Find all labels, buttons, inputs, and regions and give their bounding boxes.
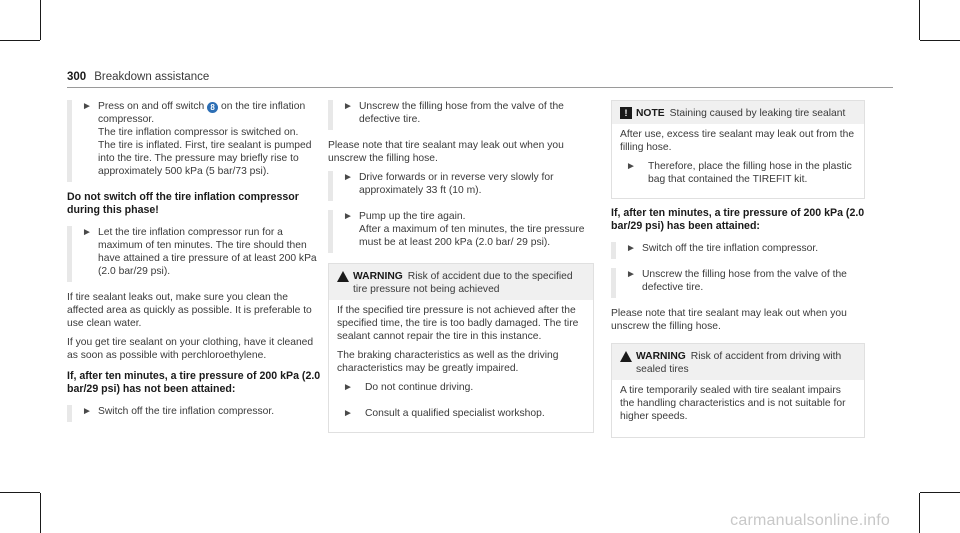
page-number: 300 xyxy=(67,71,87,83)
step-text: Do not continue driving. xyxy=(365,382,474,393)
step-text: After a maximum of ten minutes, the tire pressure must be at least 200 kPa (2.0 bar/ 29 psi). xyxy=(359,224,585,248)
step xyxy=(67,226,323,282)
arrow-icon: ► xyxy=(82,101,92,112)
warning-title: Risk of accident from driving with sealed tires xyxy=(636,351,842,375)
step xyxy=(328,210,594,253)
arrow-icon: ► xyxy=(626,243,636,254)
warning-label: WARNING xyxy=(353,271,403,282)
note-label: NOTE xyxy=(636,108,665,119)
step xyxy=(67,405,323,422)
crop-mark xyxy=(920,40,960,41)
step-text: Pump up the tire again. xyxy=(359,211,466,222)
paragraph: If tire sealant leaks out, make sure you clean the affected area as quickly as possible. It is preferable to use clean water. xyxy=(67,292,312,329)
arrow-icon: ► xyxy=(626,269,636,280)
step-text: Therefore, place the filling hose in the plastic bag that contained the TIREFIT kit. xyxy=(648,161,852,185)
paragraph: A tire temporarily sealed with tire sealant impairs the handling characteristics and is not suitable for higher speeds. xyxy=(620,385,846,422)
step xyxy=(67,100,323,182)
note-title: Staining caused by leaking tire sealant xyxy=(669,108,846,119)
paragraph: Please note that tire sealant may leak out when you unscrew the filling hose. xyxy=(611,308,847,332)
paragraph: After use, excess tire sealant may leak out from the filling hose. xyxy=(620,129,855,153)
arrow-icon: ► xyxy=(343,101,353,112)
paragraph: The braking characteristics as well as the driving characteristics may be greatly impaired. xyxy=(337,350,559,374)
page-header xyxy=(67,71,209,83)
paragraph: Please note that tire sealant may leak out when you unscrew the filling hose. xyxy=(328,140,564,164)
warning-icon xyxy=(337,271,349,282)
crop-mark xyxy=(919,0,920,40)
arrow-icon: ► xyxy=(82,406,92,417)
arrow-icon: ► xyxy=(343,211,353,222)
step-text: Drive forwards or in reverse very slowly for approximately 33 ft (10 m). xyxy=(359,172,554,196)
section-heading: If, after ten minutes, a tire pressure of 200 kPa (2.0 bar/29 psi) has been attained: xyxy=(611,207,865,232)
step xyxy=(620,160,856,190)
crop-mark xyxy=(920,492,960,493)
step-text: Press on and off switch 8 on the tire inflation compressor. xyxy=(98,101,306,125)
section-title: Breakdown assistance xyxy=(94,71,210,83)
step-text: Switch off the tire inflation compressor. xyxy=(642,243,819,254)
step-text: Unscrew the filling hose from the valve of the defective tire. xyxy=(642,269,847,293)
arrow-icon: ► xyxy=(343,172,353,183)
step-text: Switch off the tire inflation compressor. xyxy=(98,406,275,417)
step-text: Unscrew the filling hose from the valve of the defective tire. xyxy=(359,101,564,125)
crop-mark xyxy=(0,40,40,41)
step xyxy=(328,100,594,130)
warning-title: Risk of accident due to the specified tire pressure not being achieved xyxy=(353,271,573,295)
column-1 xyxy=(67,100,323,431)
step xyxy=(337,381,585,398)
paragraph: If the specified tire pressure is not achieved after the specified time, the tire is too badly damaged. The tire sealant cannot repair the tire in this instance. xyxy=(337,305,579,342)
column-2 xyxy=(328,100,594,433)
warning-icon xyxy=(620,351,632,362)
step-text: The tire is inflated. First, tire sealant is pumped into the tire. The pressure may briefly rise to approximately 500 kPa (5 bar/73 psi). xyxy=(98,140,312,177)
step xyxy=(611,242,865,259)
arrow-icon: ► xyxy=(343,382,353,393)
crop-mark xyxy=(40,493,41,533)
watermark: carmanualsonline.info xyxy=(730,512,890,529)
step xyxy=(337,407,585,424)
warning-label: WARNING xyxy=(636,351,686,362)
header-divider xyxy=(67,87,893,88)
note-box xyxy=(611,100,865,199)
step xyxy=(611,268,865,298)
arrow-icon: ► xyxy=(82,227,92,238)
section-heading: If, after ten minutes, a tire pressure of 200 kPa (2.0 bar/29 psi) has not been attained: xyxy=(67,370,321,395)
arrow-icon: ► xyxy=(626,161,636,172)
crop-mark xyxy=(919,493,920,533)
section-heading: Do not switch off the tire inflation compressor during this phase! xyxy=(67,191,299,216)
step-text: Let the tire inflation compressor run for a maximum of ten minutes. The tire should then have attained a tire pressure of at least 200 kPa (2.0 bar/29 psi). xyxy=(98,227,317,277)
paragraph: If you get tire sealant on your clothing, have it cleaned as soon as possible with perchloroethylene. xyxy=(67,337,314,361)
step-text: The tire inflation compressor is switched on. xyxy=(98,127,299,138)
warning-box xyxy=(328,263,594,433)
crop-mark xyxy=(0,492,40,493)
step xyxy=(328,171,594,201)
step-text: Consult a qualified specialist workshop. xyxy=(365,408,545,419)
column-3 xyxy=(611,100,865,438)
warning-box xyxy=(611,343,865,438)
switch-number-badge: 8 xyxy=(207,102,218,113)
crop-mark xyxy=(40,0,41,40)
notice-icon: ! xyxy=(620,107,632,119)
arrow-icon: ► xyxy=(343,408,353,419)
